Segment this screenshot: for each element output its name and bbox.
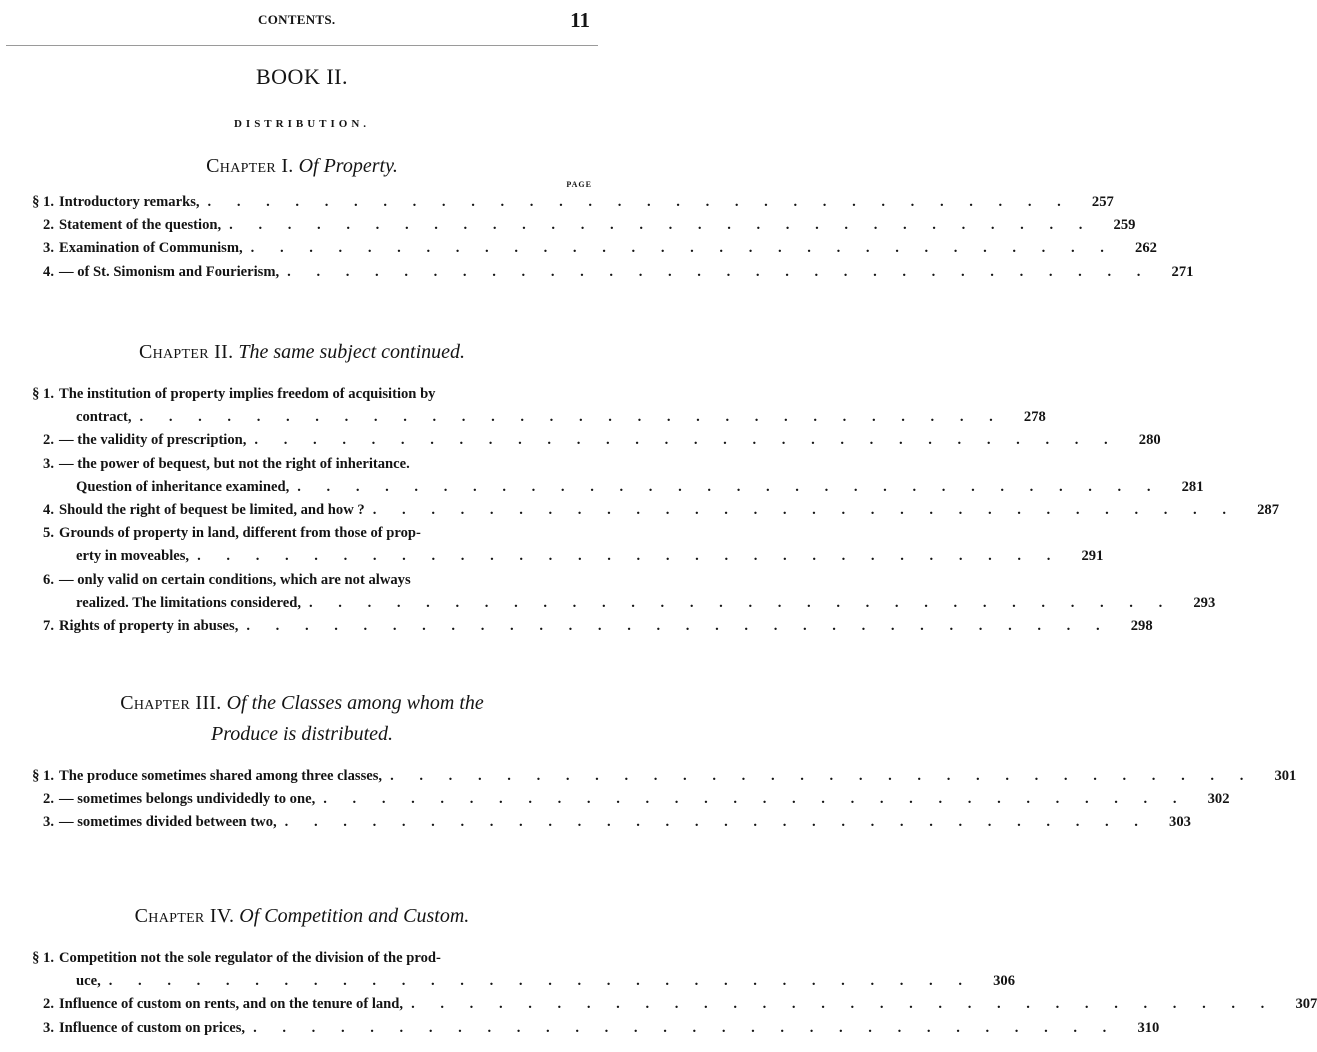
toc-entry: [8, 214, 1136, 237]
toc-entry: [8, 191, 1114, 214]
chapter-heading: [0, 689, 604, 717]
entry-page: 298: [1130, 618, 1153, 635]
entry-text: Rights of property in abuses,: [59, 618, 239, 635]
chapter-heading: [0, 152, 604, 180]
entry-text: The institution of property implies freedom of acquisition by: [59, 386, 436, 402]
dot-leader: . . . . . . . . . . . . . . . . . . . . . . . . . . . . . .: [229, 217, 1094, 234]
toc-entry-continuation: [8, 970, 1015, 993]
dot-leader: . . . . . . . . . . . . . . . . . . . . . . . . . . . . . .: [390, 768, 1255, 784]
section-number: 3.: [43, 1019, 54, 1036]
chapter-subject: The same subject continued.: [238, 341, 466, 363]
entry-text: Grounds of property in land, different from those of prop-: [59, 525, 421, 542]
toc-entry: [8, 499, 1279, 522]
entry-text: The produce sometimes shared among three classes,: [59, 768, 383, 784]
dot-leader: . . . . . . . . . . . . . . . . . . . . . . . . . . . . . .: [253, 1019, 1118, 1036]
chapter-entries: [8, 191, 1194, 284]
entry-text: Question of inheritance examined,: [76, 478, 290, 495]
section-number: 6.: [43, 571, 54, 588]
toc-entry-continuation: [8, 406, 1046, 429]
section-number: 2.: [43, 791, 54, 808]
entry-page: 271: [1171, 263, 1194, 280]
toc-entry: [8, 947, 594, 970]
dot-leader: . . . . . . . . . . . . . . . . . . . . . . . . . . . . . .: [250, 240, 1115, 257]
page-column-heading: PAGE: [566, 180, 592, 189]
dot-leader: . . . . . . . . . . . . . . . . . . . . . . . . . . . . . .: [323, 791, 1188, 808]
toc-entry: [8, 765, 1297, 788]
section-number: § 1.: [32, 950, 54, 966]
head-rule: [6, 45, 598, 46]
chapter-heading-line2: [0, 720, 604, 748]
entry-text: Examination of Communism,: [59, 240, 243, 257]
page-number: 11: [570, 8, 590, 32]
dot-leader: . . . . . . . . . . . . . . . . . . . . . . . . . . . . . .: [411, 996, 1276, 1013]
entry-text: Influence of custom on prices,: [59, 1019, 246, 1036]
entry-text: — sometimes divided between two,: [59, 814, 277, 831]
entry-text: — the validity of prescription,: [59, 432, 247, 449]
section-number: 3.: [43, 814, 54, 831]
toc-entry: [8, 788, 1230, 811]
toc-entry: [8, 1017, 1160, 1040]
section-number: 2.: [43, 996, 54, 1013]
entry-page: 259: [1113, 217, 1136, 234]
section-number: 4.: [43, 263, 54, 280]
running-title: CONTENTS.: [258, 12, 336, 27]
entry-text: Influence of custom on rents, and on the tenure of land,: [59, 996, 404, 1013]
entry-text: contract,: [76, 409, 132, 426]
dot-leader: . . . . . . . . . . . . . . . . . . . . . . . . . . . . . .: [254, 432, 1119, 449]
dot-leader: . . . . . . . . . . . . . . . . . . . . . . . . . . . . . .: [297, 478, 1162, 495]
chapter-subject-line2: Produce is distributed.: [210, 723, 394, 745]
dot-leader: . . . . . . . . . . . . . . . . . . . . . . . . . . . . . .: [108, 973, 973, 990]
section-number: § 1.: [32, 194, 54, 210]
book-title: BOOK II.: [256, 64, 348, 89]
toc-entry: [8, 522, 594, 545]
dot-leader: . . . . . . . . . . . . . . . . . . . . . . . . . . . . . .: [308, 594, 1174, 611]
entry-text: Competition not the sole regulator of the division of the prod-: [59, 950, 441, 966]
section-number: § 1.: [32, 768, 54, 784]
section-number: 3.: [43, 455, 54, 472]
section-number: § 1.: [32, 386, 54, 402]
chapter-subject: Of Property.: [298, 155, 398, 177]
section-number: 7.: [43, 618, 54, 635]
entry-page: 302: [1207, 791, 1230, 808]
dot-leader: . . . . . . . . . . . . . . . . . . . . . . . . . . . . . .: [284, 814, 1149, 831]
toc-entry: [8, 993, 1317, 1016]
section-number: 5.: [43, 525, 54, 542]
entry-text: — sometimes belongs undividedly to one,: [59, 791, 316, 808]
dot-leader: . . . . . . . . . . . . . . . . . . . . . . . . . . . . . .: [139, 409, 1004, 426]
entry-text: Introductory remarks,: [59, 194, 200, 210]
entry-text: Statement of the question,: [59, 217, 222, 234]
chapter-heading: [0, 338, 604, 366]
dot-leader: . . . . . . . . . . . . . . . . . . . . . . . . . . . . . .: [287, 263, 1152, 280]
toc-entry-continuation: [8, 545, 1104, 568]
entry-page: 293: [1193, 594, 1216, 611]
chapter-subject: Of Competition and Custom.: [239, 905, 470, 927]
dot-leader: . . . . . . . . . . . . . . . . . . . . . . . . . . . . . .: [207, 194, 1072, 210]
entry-page: 301: [1274, 768, 1297, 784]
chapter-heading: [0, 902, 604, 930]
entry-page: 307: [1295, 996, 1317, 1013]
entry-page: 281: [1181, 478, 1204, 495]
toc-entry: [8, 615, 1153, 638]
entry-text: uce,: [76, 973, 101, 990]
toc-entry: [8, 569, 594, 592]
section-number: 3.: [43, 240, 54, 257]
chapter-label: Chapter IV.: [134, 905, 235, 927]
section-number: 2.: [43, 432, 54, 449]
entry-page: 278: [1023, 409, 1046, 426]
entry-text: — only valid on certain conditions, which are not always: [59, 571, 411, 588]
entry-text: — the power of bequest, but not the right of inheritance.: [59, 455, 410, 472]
toc-entry-continuation: [8, 592, 1216, 615]
entry-page: 306: [993, 973, 1015, 990]
entry-page: 257: [1091, 194, 1114, 210]
toc-entry: [8, 261, 1194, 284]
toc-entry: [8, 453, 594, 476]
entry-page: 303: [1169, 814, 1191, 831]
chapter-entries: [8, 765, 1297, 835]
chapter-entries: [8, 947, 1317, 1040]
entry-text: realized. The limitations considered,: [76, 594, 301, 611]
entry-page: 262: [1135, 240, 1157, 257]
entry-page: 280: [1138, 432, 1161, 449]
entry-page: 310: [1137, 1019, 1160, 1036]
dot-leader: . . . . . . . . . . . . . . . . . . . . . . . . . . . . . .: [197, 548, 1062, 565]
toc-entry: [8, 383, 594, 406]
running-head: [0, 8, 604, 36]
toc-entry: [8, 811, 1191, 834]
toc-entry: [8, 237, 1157, 260]
dot-leader: . . . . . . . . . . . . . . . . . . . . . . . . . . . . . .: [372, 502, 1237, 519]
chapter-label: Chapter I.: [206, 155, 294, 177]
entry-text: — of St. Simonism and Fourierism,: [59, 263, 280, 280]
section-number: 4.: [43, 502, 54, 519]
section-number: 2.: [43, 217, 54, 234]
chapter-label: Chapter II.: [138, 341, 234, 363]
toc-entry-continuation: [8, 476, 1204, 499]
chapter-subject: Of the Classes among whom the: [226, 692, 484, 714]
dot-leader: . . . . . . . . . . . . . . . . . . . . . . . . . . . . . .: [246, 618, 1111, 635]
entry-page: 291: [1081, 548, 1104, 565]
entry-page: 287: [1257, 502, 1279, 519]
chapter-entries: [8, 383, 1279, 638]
part-title: DISTRIBUTION.: [233, 118, 371, 130]
chapter-label: Chapter III.: [120, 692, 222, 714]
entry-text: erty in moveables,: [76, 548, 190, 565]
entry-text: Should the right of bequest be limited, and how ?: [59, 502, 365, 519]
toc-entry: [8, 429, 1161, 452]
